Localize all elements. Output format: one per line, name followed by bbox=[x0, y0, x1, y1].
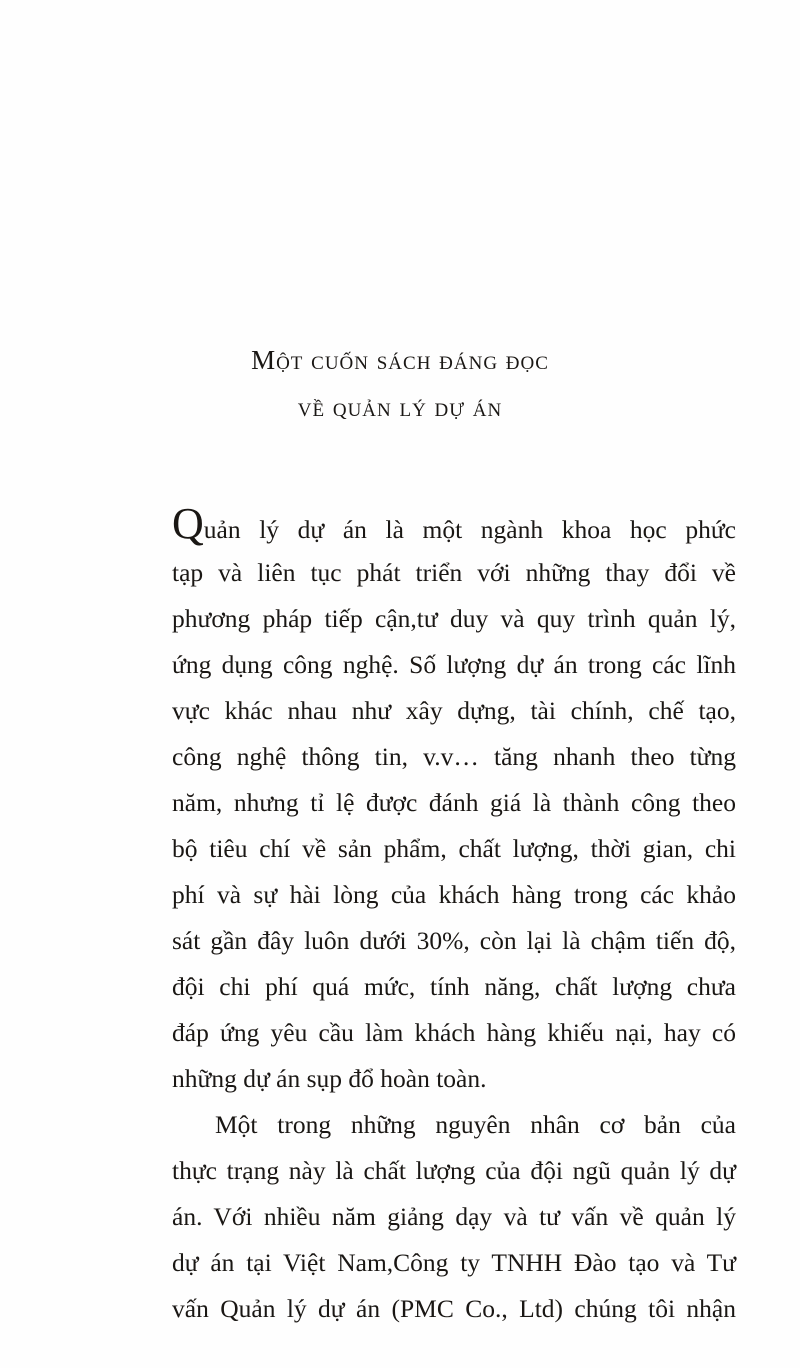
text-line: phương pháp tiếp cận,tư duy và quy trình quản lý, bbox=[172, 604, 736, 633]
text-line: Một trong những nguyên nhân cơ bản của bbox=[215, 1110, 736, 1139]
body-text bbox=[172, 499, 736, 1332]
text-line: thực trạng này là chất lượng của đội ngũ quản lý dự bbox=[172, 1156, 736, 1185]
heading-line-1: Một cuốn sách đáng đọc bbox=[251, 345, 549, 375]
text-line: vấn Quản lý dự án (PMC Co., Ltd) chúng tôi nhận bbox=[172, 1294, 736, 1323]
text-line: dự án tại Việt Nam,Công ty TNHH Đào tạo và Tư bbox=[172, 1248, 736, 1277]
text-line: ứng dụng công nghệ. Số lượng dự án trong các lĩnh bbox=[172, 650, 736, 679]
text-line: công nghệ thông tin, v.v… tăng nhanh theo từng bbox=[172, 742, 736, 771]
text-line: đội chi phí quá mức, tính năng, chất lượng chưa bbox=[172, 972, 736, 1001]
text-line: năm, nhưng tỉ lệ được đánh giá là thành công theo bbox=[172, 788, 736, 817]
text-line: sát gần đây luôn dưới 30%, còn lại là chậm tiến độ, bbox=[172, 926, 736, 955]
text-line: Quản lý dự án là một ngành khoa học phức bbox=[172, 499, 736, 548]
drop-cap: Q bbox=[172, 499, 204, 548]
text-line: bộ tiêu chí về sản phẩm, chất lượng, thời gian, chi bbox=[172, 834, 736, 863]
text-line: đáp ứng yêu cầu làm khách hàng khiếu nại, hay có bbox=[172, 1018, 736, 1047]
text-line: những dự án sụp đổ hoàn toàn. bbox=[172, 1064, 487, 1093]
text-line: phí và sự hài lòng của khách hàng trong các khảo bbox=[172, 880, 736, 909]
text-line: tạp và liên tục phát triển với những thay đổi về bbox=[172, 558, 736, 587]
text-line: vực khác nhau như xây dựng, tài chính, chế tạo, bbox=[172, 696, 736, 725]
heading-line-2: về quản lý dự án bbox=[297, 392, 503, 422]
text-line: án. Với nhiều năm giảng dạy và tư vấn về quản lý bbox=[172, 1202, 736, 1231]
